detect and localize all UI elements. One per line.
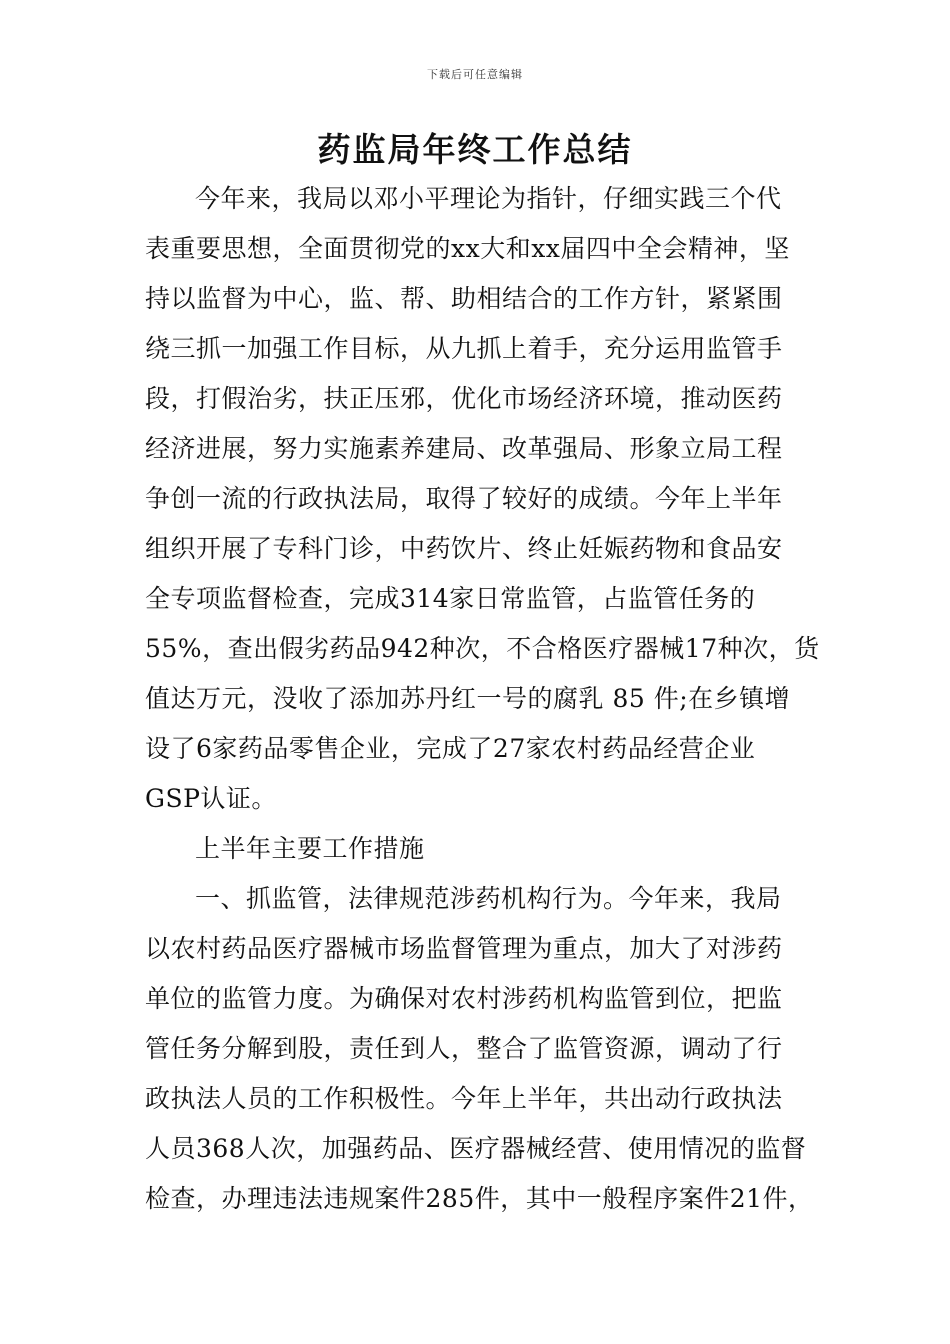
paragraph-line: 一、抓监管，法律规范涉药机构行为。今年来，我局 <box>195 884 782 913</box>
page-title: 药监局年终工作总结 <box>317 130 633 169</box>
document-body <box>145 174 820 1224</box>
paragraph-line: 单位的监管力度。为确保对农村涉药机构监管到位，把监 <box>145 984 783 1013</box>
paragraph-line: 全专项监督检查，完成314家日常监管，占监管任务的 <box>145 584 756 613</box>
paragraph-line: 设了6家药品零售企业，完成了27家农村药品经营企业 <box>145 734 756 763</box>
paragraph-line: 值达万元，没收了添加苏丹红一号的腐乳 85 件;在乡镇增 <box>145 684 791 713</box>
section-heading: 上半年主要工作措施 <box>195 834 425 863</box>
paragraph-line: 检查，办理违法违规案件285件，其中一般程序案件21件， <box>145 1184 814 1213</box>
paragraph-line: 管任务分解到股，责任到人，整合了监管资源，调动了行 <box>145 1034 783 1063</box>
paragraph-line: 经济进展，努力实施素养建局、改革强局、形象立局工程 <box>145 434 783 463</box>
paragraph-line: 绕三抓一加强工作目标，从九抓上着手，充分运用监管手 <box>145 334 783 363</box>
paragraph-line: 人员368人次，加强药品、医疗器械经营、使用情况的监督 <box>145 1134 807 1163</box>
paragraph-line: 持以监督为中心，监、帮、助相结合的工作方针，紧紧围 <box>145 284 783 313</box>
paragraph-line: 段，打假治劣，扶正压邪，优化市场经济环境，推动医药 <box>145 384 783 413</box>
paragraph-line: 表重要思想，全面贯彻党的xx大和xx届四中全会精神，坚 <box>145 234 790 263</box>
paragraph-line: 以农村药品医疗器械市场监督管理为重点，加大了对涉药 <box>145 934 783 963</box>
paragraph-line: GSP认证。 <box>145 784 277 813</box>
paragraph-line: 组织开展了专科门诊，中药饮片、终止妊娠药物和食品安 <box>145 534 783 563</box>
paragraph-line: 今年来，我局以邓小平理论为指针，仔细实践三个代 <box>195 184 782 213</box>
header-note: 下载后可任意编辑 <box>427 68 523 81</box>
paragraph-line: 55%，查出假劣药品942种次，不合格医疗器械17种次，货 <box>145 634 820 663</box>
paragraph-line: 争创一流的行政执法局，取得了较好的成绩。今年上半年 <box>145 484 783 513</box>
paragraph-line: 政执法人员的工作积极性。今年上半年，共出动行政执法 <box>145 1084 783 1113</box>
